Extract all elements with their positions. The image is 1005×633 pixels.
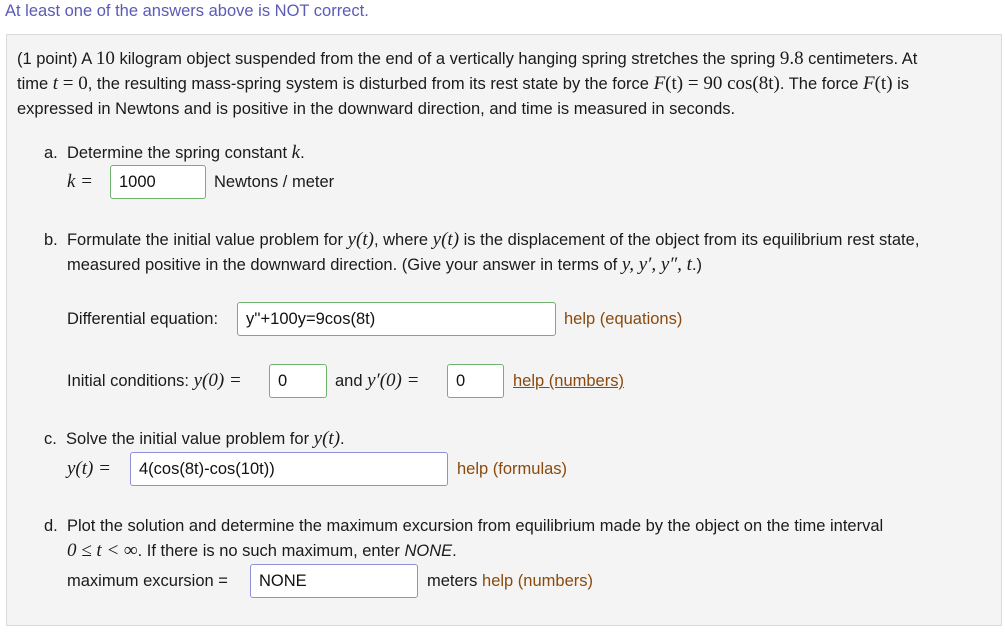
math-yt: y(t)	[347, 229, 374, 250]
y0-input[interactable]	[269, 364, 327, 398]
force-expression: = 90 cos(8t)	[683, 73, 780, 94]
math-yt: y(t)	[313, 428, 341, 449]
differential-equation-input[interactable]	[237, 302, 556, 336]
max-excursion-unit	[427, 569, 593, 593]
part-b-text: is the displacement of the object from its equilibrium rest state,	[459, 231, 920, 249]
part-d-line-2	[67, 539, 457, 563]
intro-line-3: expressed in Newtons and is positive in the downward direction, and time is measured in seconds.	[17, 100, 736, 118]
mass-value: 10	[95, 48, 115, 69]
solution-label: y(t) =	[67, 458, 111, 479]
intro-text: is	[892, 75, 910, 93]
help-numbers-link[interactable]: help (numbers)	[513, 372, 624, 390]
and-text: and	[335, 372, 368, 390]
math-F: F	[653, 73, 666, 94]
spring-constant-input[interactable]	[110, 165, 206, 199]
part-c-prompt	[44, 427, 345, 451]
meters-text: meters	[427, 572, 478, 590]
intro-text: centimeters. At	[803, 50, 918, 68]
part-d-line-1	[44, 514, 883, 538]
part-c-text: Solve the initial value problem for	[66, 430, 314, 448]
math-t: t	[52, 73, 59, 94]
intro-line-1	[17, 47, 917, 71]
yp0-label	[335, 369, 419, 393]
k-unit: Newtons / meter	[214, 173, 335, 191]
yprime0-input[interactable]	[447, 364, 504, 398]
max-excursion-label: maximum excursion =	[67, 572, 228, 590]
math-k: k	[291, 142, 301, 163]
part-d-marker: d.	[44, 517, 58, 535]
max-excursion-input[interactable]	[250, 564, 418, 598]
stretch-value: 9.8	[779, 48, 804, 69]
intro-text: (1 point) A	[17, 50, 96, 68]
part-b-marker: b.	[44, 231, 58, 249]
part-b-text: .)	[691, 256, 703, 274]
intro-text: kilogram object suspended from the end of a vertically hanging spring stretches the spring	[114, 50, 780, 68]
math-interval: 0 ≤ t < ∞	[67, 540, 138, 561]
math-y0: y(0) =	[193, 370, 242, 391]
part-c-marker: c.	[44, 430, 57, 448]
part-a-dot: .	[300, 144, 305, 162]
help-formulas-link[interactable]: help (formulas)	[457, 460, 568, 478]
intro-line-2	[17, 72, 909, 96]
math-yt: y(t)	[432, 229, 460, 250]
k-label: k =	[67, 171, 94, 192]
ic-text: Initial conditions:	[67, 372, 194, 390]
part-a-prompt	[44, 141, 305, 165]
part-c-dot: .	[340, 430, 345, 448]
math-zero: 0	[78, 73, 88, 94]
part-b-text: , where	[373, 231, 433, 249]
part-b-line-1	[44, 228, 919, 252]
help-numbers-link-d[interactable]: help (numbers)	[482, 572, 593, 590]
part-b-text: Formulate the initial value problem for	[66, 231, 348, 249]
part-d-text: .	[452, 542, 457, 560]
part-d-text: Plot the solution and determine the maximum excursion from equilibrium made by the object on the time interval	[66, 517, 884, 535]
part-b-line-2	[67, 253, 702, 277]
problem-panel	[6, 34, 1002, 626]
solution-input[interactable]	[130, 452, 448, 486]
intro-text: , the resulting mass-spring system is disturbed from its rest state by the force	[87, 75, 654, 93]
math-t-arg: (t)	[874, 73, 893, 94]
math-F: F	[863, 73, 875, 94]
part-d-text: . If there is no such maximum, enter	[137, 542, 405, 560]
math-yp0: y′(0) =	[367, 370, 420, 391]
intro-text: time	[17, 75, 53, 93]
none-keyword: NONE	[404, 542, 453, 560]
help-equations-link[interactable]: help (equations)	[564, 310, 683, 328]
math-t-arg: (t)	[665, 73, 684, 94]
part-a-text: Determine the spring constant	[66, 144, 292, 162]
part-b-text: measured positive in the downward direction. (Give your answer in terms of	[67, 256, 622, 274]
part-a-marker: a.	[44, 144, 58, 162]
de-label: Differential equation:	[67, 310, 219, 328]
math-vars: y, y′, y″, t	[621, 254, 692, 275]
math-eq: =	[58, 73, 79, 94]
feedback-banner: At least one of the answers above is NOT correct.	[5, 2, 369, 20]
intro-text: . The force	[779, 75, 863, 93]
initial-conditions-label	[67, 369, 242, 393]
